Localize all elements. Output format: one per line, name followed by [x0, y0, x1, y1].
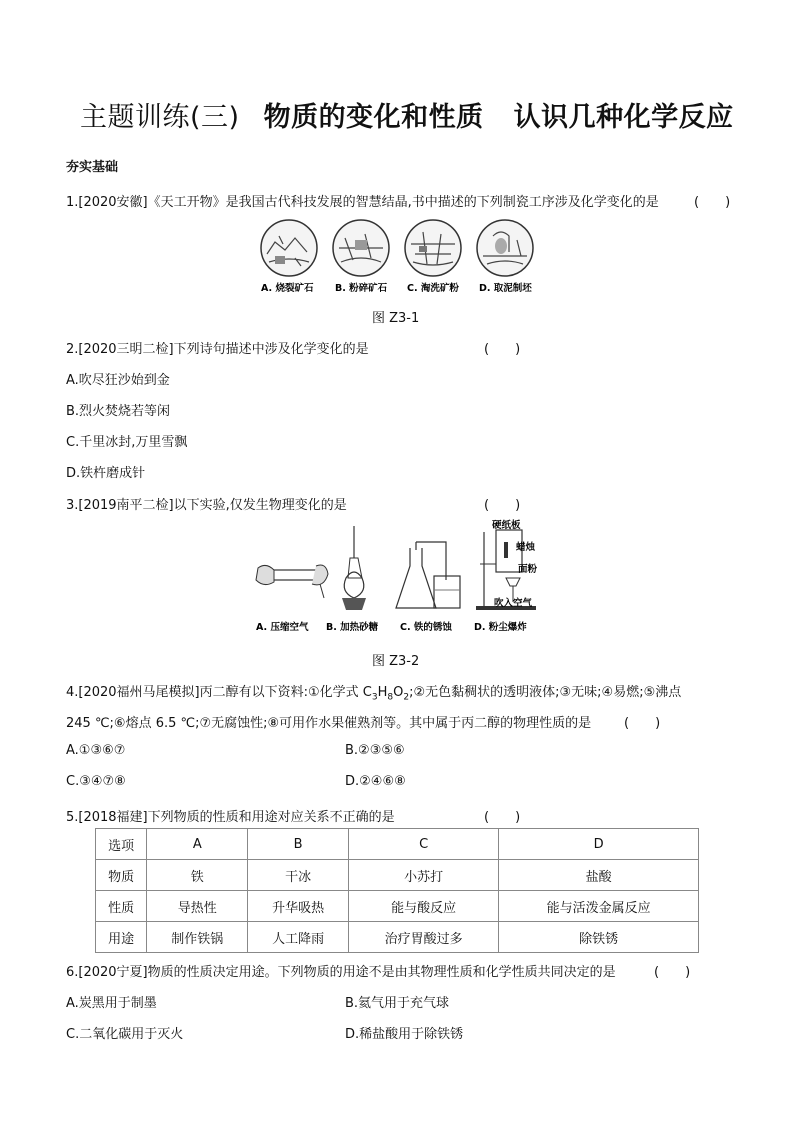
q1-label-c: C. 淘洗矿粉 — [407, 283, 459, 294]
q1-stem: 1.[2020安徽]《天工开物》是我国古代科技发展的智慧结晶,书中描述的下列制瓷工序涉及化学变化的是 — [66, 195, 659, 210]
q3-label-d: D. 粉尘爆炸 — [474, 622, 527, 633]
table-cell: 制作铁锅 — [147, 922, 248, 953]
q3-flour-label: 面粉 — [518, 564, 538, 575]
table-cell: A — [147, 829, 248, 860]
q6-stem: 6.[2020宁夏]物质的性质决定用途。下列物质的用途不是由其物理性质和化学性质共同决定的是 — [66, 965, 616, 980]
q1-illustration-c — [405, 220, 461, 276]
q2-paren: ( ) — [484, 342, 521, 357]
q3-label-b: B. 加热砂糖 — [326, 622, 379, 633]
title-part2: 物质的变化和性质 — [263, 102, 484, 133]
section-heading: 夯实基础 — [66, 160, 119, 175]
q4-stem-line2: 245 ℃;⑥熔点 6.5 ℃;⑦无腐蚀性;⑧可用作水果催熟剂等。其中属于丙二醇的物理性质的是 — [66, 716, 592, 731]
table-row — [96, 922, 699, 953]
q3-board-label: 硬纸板 — [492, 520, 521, 531]
q2-stem: 2.[2020三明二检]下列诗句描述中涉及化学变化的是 — [66, 342, 369, 357]
q2-option-b: B.烈火焚烧若等闲 — [66, 404, 171, 419]
page-title — [80, 95, 734, 134]
q5-paren: ( ) — [484, 810, 521, 825]
q2-option-c: C.千里冰封,万里雪飘 — [66, 435, 188, 450]
table-cell: C — [349, 829, 499, 860]
q1-label-d: D. 取泥制坯 — [479, 283, 532, 294]
table-cell: 升华吸热 — [248, 891, 349, 922]
q1-label-a: A. 烧裂矿石 — [261, 283, 314, 294]
table-cell: D — [499, 829, 699, 860]
q3-blow-label: 吹入空气 — [494, 598, 533, 609]
q1-caption: 图 Z3-1 — [372, 311, 420, 326]
q4-o: O — [393, 685, 404, 700]
table-cell: 用途 — [96, 922, 147, 953]
q4-sub-h: 8 — [387, 692, 394, 703]
table-cell: 能与活泼金属反应 — [499, 891, 699, 922]
q6-paren: ( ) — [654, 965, 691, 980]
q4-h: H — [377, 685, 388, 700]
table-cell: 盐酸 — [499, 860, 699, 891]
q2-option-d: D.铁杵磨成针 — [66, 466, 146, 481]
q4-option-d: D.②④⑥⑧ — [345, 774, 406, 789]
table-cell: 性质 — [96, 891, 147, 922]
table-cell: 物质 — [96, 860, 147, 891]
q1-label-b: B. 粉碎矿石 — [335, 283, 388, 294]
q5-stem: 5.[2018福建]下列物质的性质和用途对应关系不正确的是 — [66, 810, 395, 825]
q3-flask-illustration — [396, 542, 460, 608]
table-cell: B — [248, 829, 349, 860]
q1-figure — [255, 218, 545, 296]
q1-illustration-b — [333, 220, 389, 276]
q4-paren: ( ) — [624, 716, 661, 731]
q4-stem-part-a: 4.[2020福州马尾模拟]丙二醇有以下资料:①化学式 C — [66, 685, 372, 700]
q1-illustration-d — [477, 220, 533, 276]
q3-paren: ( ) — [484, 498, 521, 513]
table-cell: 选项 — [96, 829, 147, 860]
q4-sub-c: 3 — [371, 692, 378, 703]
q2-option-a: A.吹尽狂沙始到金 — [66, 373, 170, 388]
q1-paren: ( ) — [694, 195, 731, 210]
table-cell: 除铁锈 — [499, 922, 699, 953]
q6-option-c: C.二氧化碳用于灭火 — [66, 1027, 184, 1042]
q3-candle-label: 蜡烛 — [516, 542, 536, 553]
table-cell: 导热性 — [147, 891, 248, 922]
title-part1: 主题训练(三) — [80, 102, 240, 133]
q4-option-b: B.②③⑤⑥ — [345, 743, 405, 758]
table-row — [96, 860, 699, 891]
q4-stem-line1 — [66, 681, 681, 703]
table-cell: 干冰 — [248, 860, 349, 891]
q3-label-a: A. 压缩空气 — [256, 622, 309, 633]
q3-caption: 图 Z3-2 — [372, 654, 420, 669]
q4-option-c: C.③④⑦⑧ — [66, 774, 126, 789]
table-cell: 能与酸反应 — [349, 891, 499, 922]
q6-option-a: A.炭黑用于制墨 — [66, 996, 157, 1011]
table-cell: 小苏打 — [349, 860, 499, 891]
q3-label-c: C. 铁的锈蚀 — [400, 622, 452, 633]
q5-table — [95, 828, 699, 953]
q3-figure — [250, 518, 550, 638]
q6-option-b: B.氦气用于充气球 — [345, 996, 450, 1011]
q1-illustration-a — [261, 220, 317, 276]
q4-stem-part-b: ;②无色黏稠状的透明液体;③无味;④易燃;⑤沸点 — [409, 685, 682, 700]
table-row — [96, 891, 699, 922]
table-cell: 人工降雨 — [248, 922, 349, 953]
table-cell: 治疗胃酸过多 — [349, 922, 499, 953]
q3-syringe-illustration — [256, 565, 328, 598]
title-part3: 认识几种化学反应 — [513, 102, 734, 133]
q4-option-a: A.①③⑥⑦ — [66, 743, 126, 758]
table-cell: 铁 — [147, 860, 248, 891]
q6-option-d: D.稀盐酸用于除铁锈 — [345, 1027, 464, 1042]
q3-heating-illustration — [342, 526, 366, 610]
table-row — [96, 829, 699, 860]
q3-stem: 3.[2019南平二检]以下实验,仅发生物理变化的是 — [66, 498, 347, 513]
q4-sub-o: 2 — [403, 692, 410, 703]
